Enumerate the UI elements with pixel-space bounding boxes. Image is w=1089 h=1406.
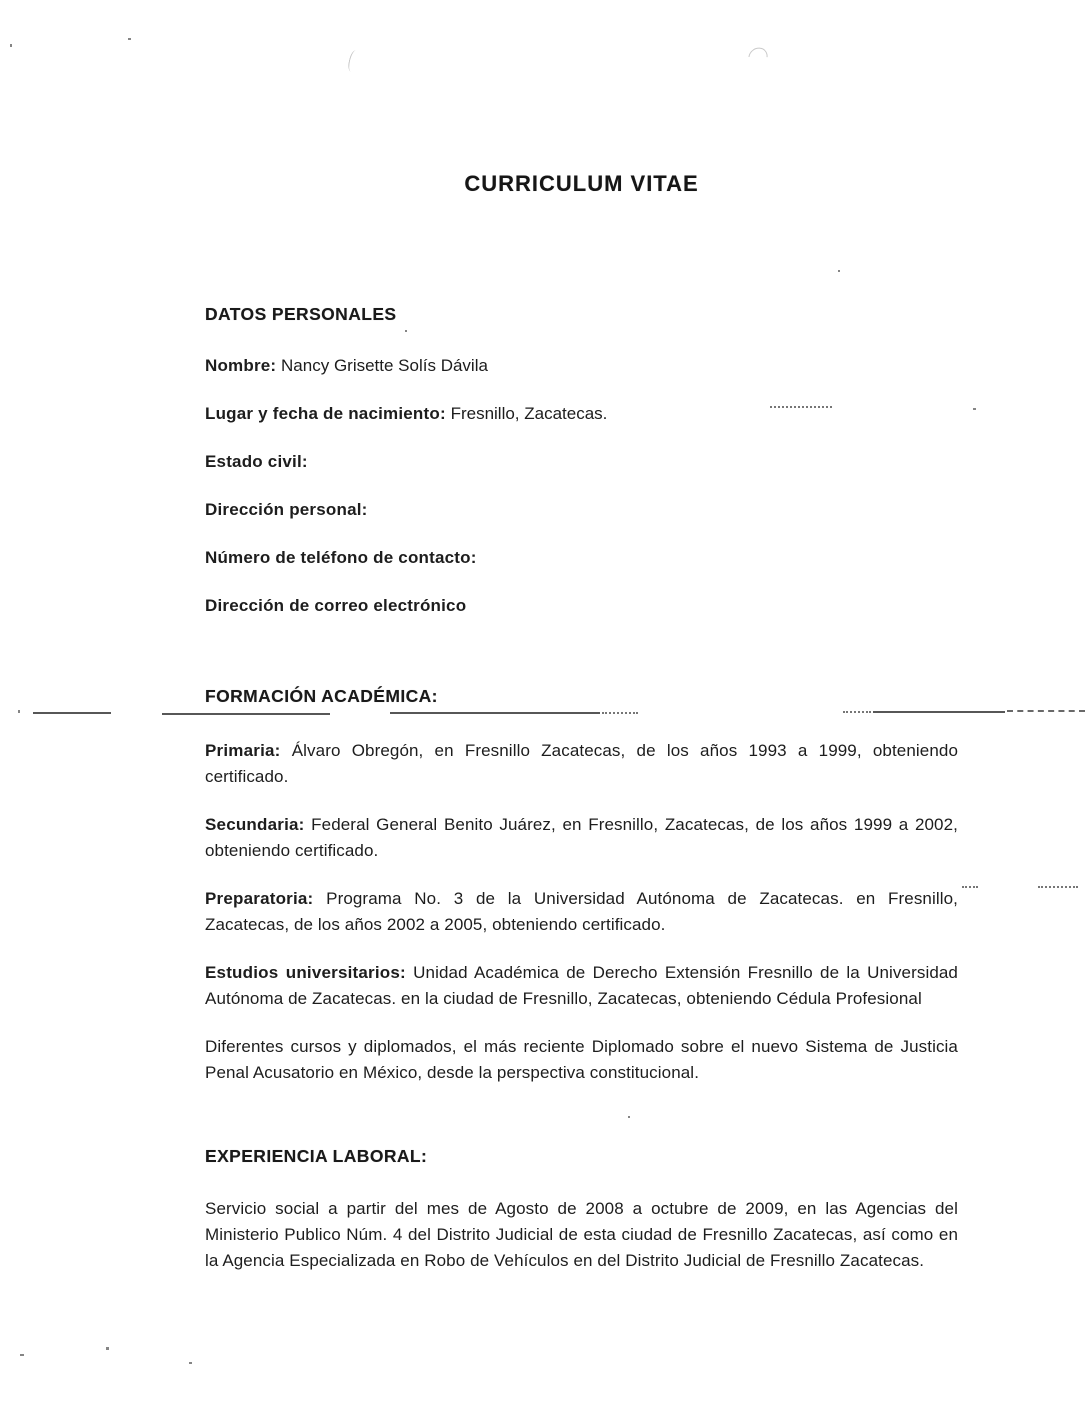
- entry-label: Primaria:: [205, 741, 281, 760]
- section-heading-experiencia-laboral: EXPERIENCIA LABORAL:: [205, 1146, 428, 1166]
- field-correo-electronico: [205, 596, 958, 616]
- experience-paragraph: Servicio social a partir del mes de Agosto de 2008 a octubre de 2009, en las Agencias del Ministerio Publico Núm. 4 del Distrito Judicial de esta ciudad de Fresnillo Zacatecas, así como en la Agencia Especializada en Robo de Vehículos en del Distrito Judicial de Fresnillo Zacatecas.: [205, 1199, 958, 1270]
- section-heading-formacion-academica: FORMACIÓN ACADÉMICA:: [205, 686, 438, 706]
- scan-speck: [106, 1347, 109, 1350]
- field-value: Fresnillo, Zacatecas.: [450, 404, 608, 423]
- personal-data-fields: [205, 356, 958, 616]
- field-telefono-contacto: [205, 548, 958, 568]
- entry-text: Unidad Académica de Derecho Extensión Fresnillo de la Universidad Autónoma de Zacatecas. en la ciudad de Fresnillo, Zacatecas, obteniendo Cédula Profesional: [205, 963, 958, 1008]
- section-heading-datos-personales: DATOS PERSONALES: [205, 304, 397, 324]
- field-label: Nombre:: [205, 356, 277, 375]
- field-label: Dirección personal:: [205, 500, 368, 519]
- entry-text: Federal General Benito Juárez, en Fresnillo, Zacatecas, de los años 1999 a 2002, obteniendo certificado.: [205, 815, 958, 860]
- entry-text: Programa No. 3 de la Universidad Autónoma de Zacatecas. en Fresnillo, Zacatecas, de los años 2002 a 2005, obteniendo certificado.: [205, 889, 958, 934]
- entry-label: Preparatoria:: [205, 889, 314, 908]
- field-estado-civil: [205, 452, 958, 472]
- document-title: CURRICULUM VITAE: [464, 171, 699, 196]
- field-lugar-fecha-nacimiento: [205, 404, 958, 424]
- education-entry-secundaria: [205, 812, 958, 864]
- field-value: Nancy Grisette Solís Dávila: [281, 356, 488, 375]
- entry-text: Álvaro Obregón, en Fresnillo Zacatecas, de los años 1993 a 1999, obteniendo certificado.: [205, 741, 959, 786]
- education-entry-cursos-diplomados: [205, 1034, 958, 1086]
- field-label: Dirección de correo electrónico: [205, 596, 467, 615]
- education-entry-preparatoria: [205, 886, 958, 938]
- education-entry-universitarios: [205, 960, 958, 1012]
- field-label: Estado civil:: [205, 452, 308, 471]
- field-label: Número de teléfono de contacto:: [205, 548, 477, 567]
- field-nombre: [205, 356, 958, 376]
- scan-speck: [20, 1354, 24, 1356]
- entry-text: Diferentes cursos y diplomados, el más reciente Diplomado sobre el nuevo Sistema de Justicia Penal Acusatorio en México, desde la perspectiva constitucional.: [205, 1037, 958, 1082]
- entry-label: Estudios universitarios:: [205, 963, 406, 982]
- education-entry-primaria: [205, 738, 958, 790]
- entry-label: Secundaria:: [205, 815, 305, 834]
- field-direccion-personal: [205, 500, 958, 520]
- field-label: Lugar y fecha de nacimiento:: [205, 404, 446, 423]
- scan-speck: [189, 1362, 192, 1364]
